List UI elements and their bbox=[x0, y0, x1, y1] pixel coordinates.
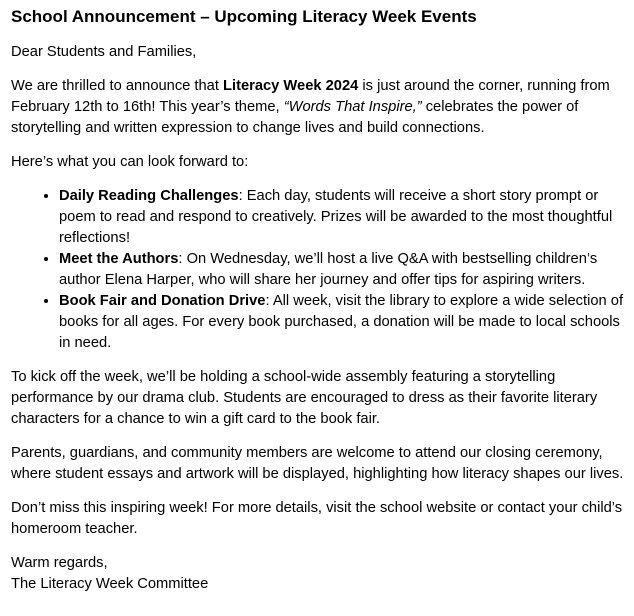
bullet-text: : Each day, students will receive a short story prompt or poem to read and respond to creatively. Prizes will be awarded to the most thoughtful reflections! bbox=[59, 188, 613, 246]
intro-bold-literacy-week: Literacy Week 2024 bbox=[223, 78, 359, 94]
bullet-text: : All week, visit the library to explore a wide selection of books for all ages. For every book purchased, a donation will be made to local schools in need. bbox=[59, 293, 624, 351]
bullet-label: Book Fair and Donation Drive bbox=[59, 293, 266, 309]
intro-run-1: We are thrilled to announce that bbox=[11, 78, 224, 94]
signoff-text: Warm regards, bbox=[11, 555, 108, 571]
closing-text: Don’t miss this inspiring week! For more details, visit the school website or contact your child’s homeroom teacher. bbox=[11, 500, 623, 537]
intro-run-2: is just around the corner, running from February 12th to 16th! This year’s theme, bbox=[11, 78, 610, 115]
look-forward-line bbox=[11, 152, 624, 173]
ceremony-paragraph bbox=[11, 443, 624, 485]
assembly-paragraph bbox=[11, 367, 624, 430]
look-forward-text: Here’s what you can look forward to: bbox=[11, 154, 249, 170]
intro-run-3: celebrates the power of storytelling and written expression to change lives and build connections. bbox=[11, 99, 579, 136]
bullet-label: Meet the Authors bbox=[59, 251, 179, 267]
bullet-label: Daily Reading Challenges bbox=[59, 188, 239, 204]
page-title: School Announcement – Upcoming Literacy Week Events bbox=[11, 7, 477, 26]
intro-italic-theme: “Words That Inspire,” bbox=[283, 99, 422, 115]
salutation-text: Dear Students and Families, bbox=[11, 44, 197, 60]
bullet-text: : On Wednesday, we’ll host a live Q&A with bestselling children’s author Elena Harper, who will share her journey and offer tips for aspiring writers. bbox=[59, 251, 598, 288]
salutation bbox=[11, 42, 624, 63]
signature-text: The Literacy Week Committee bbox=[11, 576, 209, 592]
events-list bbox=[11, 186, 624, 354]
closing-paragraph bbox=[11, 498, 624, 540]
list-item-book-fair bbox=[59, 291, 624, 354]
ceremony-text: Parents, guardians, and community members are welcome to attend our closing ceremony, where student essays and artwork will be displayed, highlighting how literacy shapes our lives. bbox=[11, 445, 624, 482]
assembly-text: To kick off the week, we’ll be holding a school-wide assembly featuring a storytelling performance by our drama club. Students are encouraged to dress as their favorite literary characters for a chance to win a gift card to the book fair. bbox=[11, 369, 598, 427]
list-item-meet-authors bbox=[59, 249, 624, 291]
signature-block bbox=[11, 553, 624, 595]
intro-paragraph bbox=[11, 76, 624, 139]
list-item-daily-reading bbox=[59, 186, 624, 249]
